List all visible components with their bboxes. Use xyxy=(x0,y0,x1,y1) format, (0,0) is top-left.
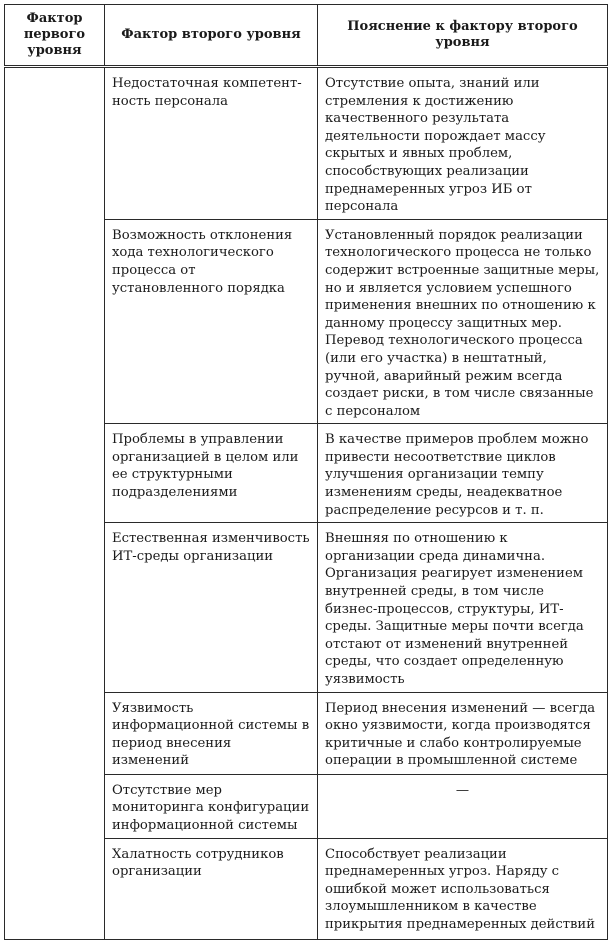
explanation-text: Установленный порядок реализации технологического процесса не только содержит встроенные защитные меры, но и является условием успешного применения внешних по отношению к данному процессу защитных мер. Перевод технологического процесса (или его участка) в нештатный, ручной, аварийный режим всегда создает риски, в том числе связанные с персоналом xyxy=(325,227,600,419)
second-level-factor-text: Отсутствие мер мониторинга конфигурации информационной системы xyxy=(112,782,310,833)
explanation-text: Отсутствие опыта, знаний или стремления к достижению качественного результата деятельности порождает массу скрытых и явных проблем, способствующих реализации преднамеренных угроз ИБ от персонала xyxy=(325,76,546,215)
explanation-cell xyxy=(318,523,608,692)
explanation-text: Внешняя по отношению к организации среда динамична. Организация реагирует изменением внутренней среды, в том числе бизнес-процессов, структуры, ИТ-среды. Защитные меры почти всегда отстают от изменений внутренней среды, что создает определенную уязвимость xyxy=(325,531,584,687)
second-level-factor-text: Недостаточная компетентность персонала xyxy=(112,76,302,109)
explanation-cell xyxy=(318,692,608,774)
first-level-factor-cell xyxy=(5,67,105,940)
second-level-factor-cell xyxy=(105,692,318,774)
explanation-text: — xyxy=(455,782,470,798)
second-level-factor-cell xyxy=(105,67,318,220)
second-level-factor-text: Халатность сотрудников организации xyxy=(112,846,284,880)
explanation-cell xyxy=(318,67,608,220)
second-level-factor-cell xyxy=(105,838,318,939)
explanation-cell xyxy=(318,219,608,424)
header-second-level-factor: Фактор второго уровня xyxy=(105,5,318,67)
table-header xyxy=(5,5,608,67)
table-body xyxy=(5,67,608,940)
header-explanation: Пояснение к фактору второго уровня xyxy=(318,5,608,67)
second-level-factor-cell xyxy=(105,424,318,523)
second-level-factor-text: Уязвимость информационной системы в период внесения изменений xyxy=(112,700,310,769)
explanation-cell xyxy=(318,424,608,523)
explanation-text: Способствует реализации преднамеренных угроз. Наряду с ошибкой может использоваться злоумышленником в качестве прикрытия преднамеренных действий xyxy=(325,846,596,932)
explanation-cell xyxy=(318,774,608,838)
header-row xyxy=(5,5,608,67)
table-row xyxy=(5,67,608,220)
second-level-factor-cell xyxy=(105,774,318,838)
explanation-text: В качестве примеров проблем можно привести несоответствие циклов улучшения организации темпу изменениям среды, неадекватное распределение ресурсов и т. п. xyxy=(325,432,589,518)
second-level-factor-text: Возможность отклонения хода технологического процесса от установленного порядка xyxy=(112,227,293,296)
second-level-factor-text: Естественная изменчивость ИТ-среды организации xyxy=(112,531,310,564)
explanation-text: Период внесения изменений — всегда окно уязвимости, когда производятся критичные и слабо контролируемые операции в промышленной системе xyxy=(325,700,596,769)
second-level-factor-cell xyxy=(105,219,318,424)
explanation-cell xyxy=(318,838,608,939)
second-level-factor-cell xyxy=(105,523,318,692)
second-level-factor-text: Проблемы в управлении организацией в целом или ее структурными подразделениями xyxy=(112,432,299,501)
factors-table xyxy=(4,4,608,940)
header-first-level-factor: Фактор первого уровня xyxy=(5,5,105,67)
